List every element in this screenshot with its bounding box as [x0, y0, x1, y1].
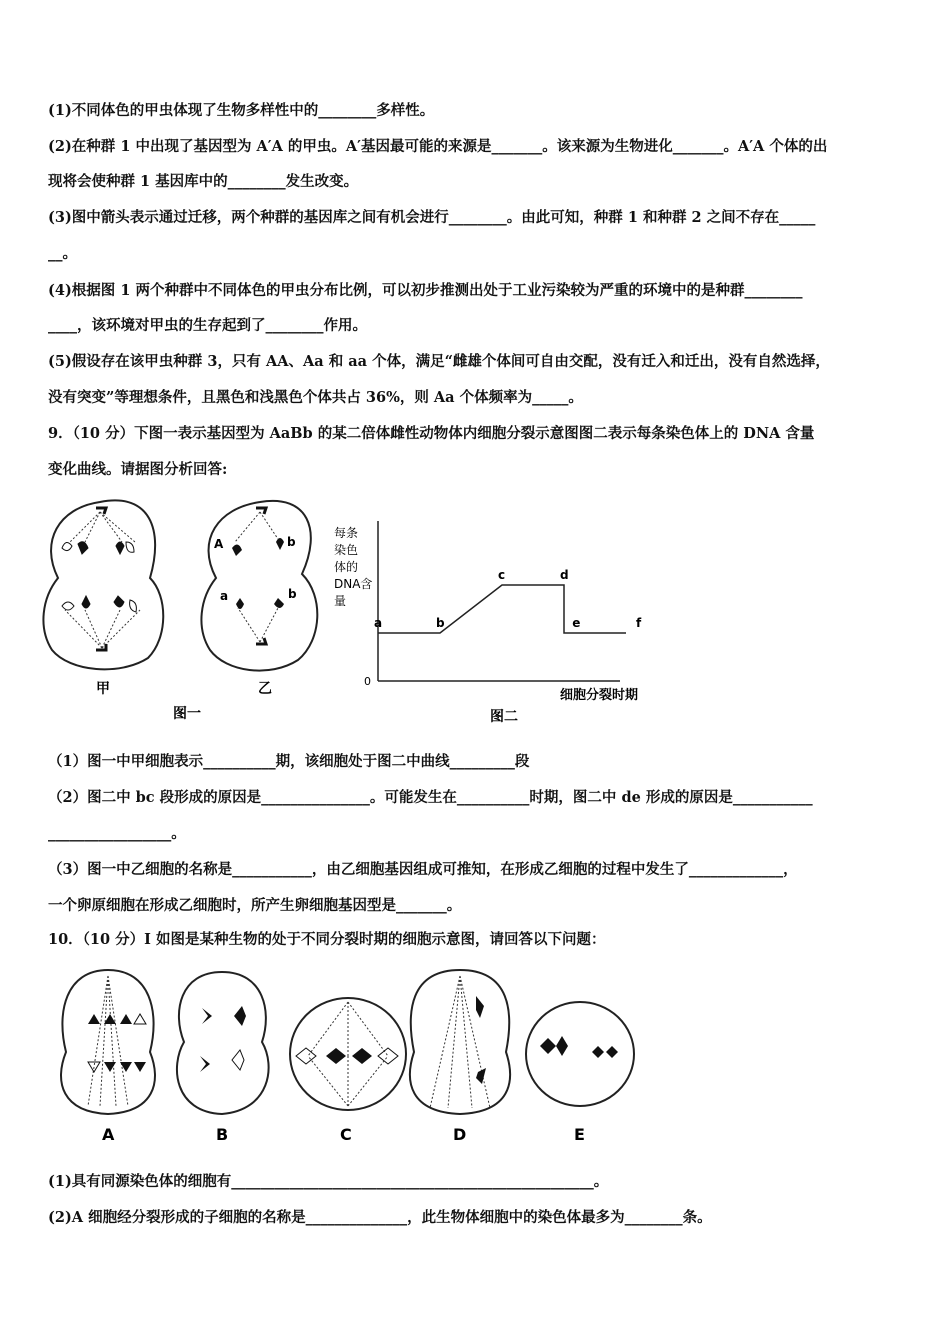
cell-B-label: B — [216, 1125, 229, 1144]
y-axis-label-line: 量 — [334, 594, 347, 608]
q8-part4-line1: (4)根据图 1 两个种群中不同体色的甲虫分布比例，可以初步推测出处于工业污染较为严重的环境中的是种群________ — [48, 282, 803, 299]
q9-heading-line1: 9．（10 分）下图一表示基因型为 AaBb 的某二倍体雌性动物体内细胞分裂示意图图二表示每条染色体上的 DNA 含量 — [48, 425, 815, 442]
q9-sub2-line1: （2）图二中 bc 段形成的原因是_______________。可能发生在__________时期，图二中 de 形成的原因是___________ — [48, 789, 813, 806]
cell-E-outline — [526, 1002, 634, 1106]
figure-2-chart — [320, 515, 670, 730]
q8-part3-line2: __。 — [48, 245, 77, 262]
figure-2-caption: 图二 — [490, 709, 518, 725]
point-label-a: a — [374, 616, 383, 630]
gene-label-b-top: b — [287, 535, 296, 549]
cell-jia-label: 甲 — [96, 681, 110, 697]
q9-sub3-line2: 一个卵原细胞在形成乙细胞时，所产生卵细胞基因型是_______。 — [48, 897, 462, 914]
gene-label-A: A — [214, 537, 224, 551]
cell-B-outline — [177, 972, 269, 1114]
q9-heading-line2: 变化曲线。请据图分析回答: — [48, 461, 228, 478]
origin-label: 0 — [364, 675, 371, 688]
q8-part5-line1: (5)假设存在该甲虫种群 3，只有 AA、Aa 和 aa 个体，满足“雌雄个体间可自由交配，没有迁入和迁出，没有自然选择， — [48, 353, 830, 370]
y-axis-label-line: 每条 — [334, 526, 359, 540]
dna-content-line — [378, 585, 626, 633]
q8-part3-line1: (3)图中箭头表示通过迁移，两个种群的基因库之间有机会进行________。由此可知，种群 1 和种群 2 之间不存在_____ — [48, 209, 816, 226]
cell-C-label: C — [340, 1125, 352, 1144]
cell-A-outline — [61, 970, 155, 1114]
q8-part2-line2: 现将会使种群 1 基因库中的________发生改变。 — [48, 173, 359, 190]
cell-B-chromosomes — [200, 1006, 246, 1072]
q8-part4-line2: ____，该环境对甲虫的生存起到了________作用。 — [48, 317, 367, 334]
q10-sub1: (1)具有同源染色体的细胞有__________________________________________________。 — [48, 1173, 609, 1190]
x-axis-label: 细胞分裂时期 — [560, 688, 639, 703]
q8-part1: (1)不同体色的甲虫体现了生物多样性中的________多样性。 — [48, 102, 435, 119]
cell-D-chromosomes — [476, 996, 486, 1084]
cell-E-label: E — [574, 1125, 585, 1144]
figure-1 — [40, 490, 340, 730]
cell-E-chromosomes — [540, 1036, 618, 1058]
y-axis-label-line: 染色 — [334, 543, 359, 557]
q8-part2-line1: (2)在种群 1 中出现了基因型为 A′A 的甲虫。A′基因最可能的来源是_______。该来源为生物进化_______。A′A 个体的出 — [48, 138, 828, 155]
chromosomes-jia — [62, 542, 136, 612]
q9-sub1: （1）图一中甲细胞表示__________期，该细胞处于图二中曲线_________段 — [48, 753, 530, 770]
gene-label-a: a — [220, 589, 229, 603]
q10-heading: 10．（10 分）I 如图是某种生物的处于不同分裂时期的细胞示意图，请回答以下问题： — [48, 931, 606, 948]
q8-part5-line2: 没有突变”等理想条件，且黑色和浅黑色个体共占 36%，则 Aa 个体频率为_____。 — [48, 389, 583, 406]
point-label-c: c — [498, 568, 506, 582]
point-label-b: b — [436, 616, 445, 630]
y-axis-label-line: 体的 — [334, 560, 359, 574]
cell-D-outline — [410, 970, 510, 1114]
point-label-e: e — [572, 616, 581, 630]
cell-D-label: D — [453, 1125, 467, 1144]
q10-sub2: (2)A 细胞经分裂形成的子细胞的名称是______________，此生物体细胞中的染色体最多为________条。 — [48, 1209, 712, 1226]
figure-q10-cells — [50, 962, 650, 1152]
cell-yi-label: 乙 — [258, 681, 272, 697]
chromosomes-yi — [232, 538, 284, 609]
cell-C-chromosomes — [296, 1048, 398, 1064]
point-label-f: f — [636, 616, 642, 630]
gene-label-b-bottom: b — [288, 587, 297, 601]
y-axis-label — [334, 525, 372, 608]
q9-sub2-line2: _________________。 — [48, 825, 186, 842]
cell-A-label: A — [102, 1125, 115, 1144]
figure-1-caption: 图一 — [173, 706, 201, 722]
cell-A-chromosomes — [88, 1014, 146, 1072]
q9-sub3-line1: （3）图一中乙细胞的名称是___________，由乙细胞基因组成可推知，在形成乙细胞的过程中发生了_____________， — [48, 861, 798, 878]
y-axis-label-line: DNA含 — [334, 577, 373, 591]
point-label-d: d — [560, 568, 569, 582]
